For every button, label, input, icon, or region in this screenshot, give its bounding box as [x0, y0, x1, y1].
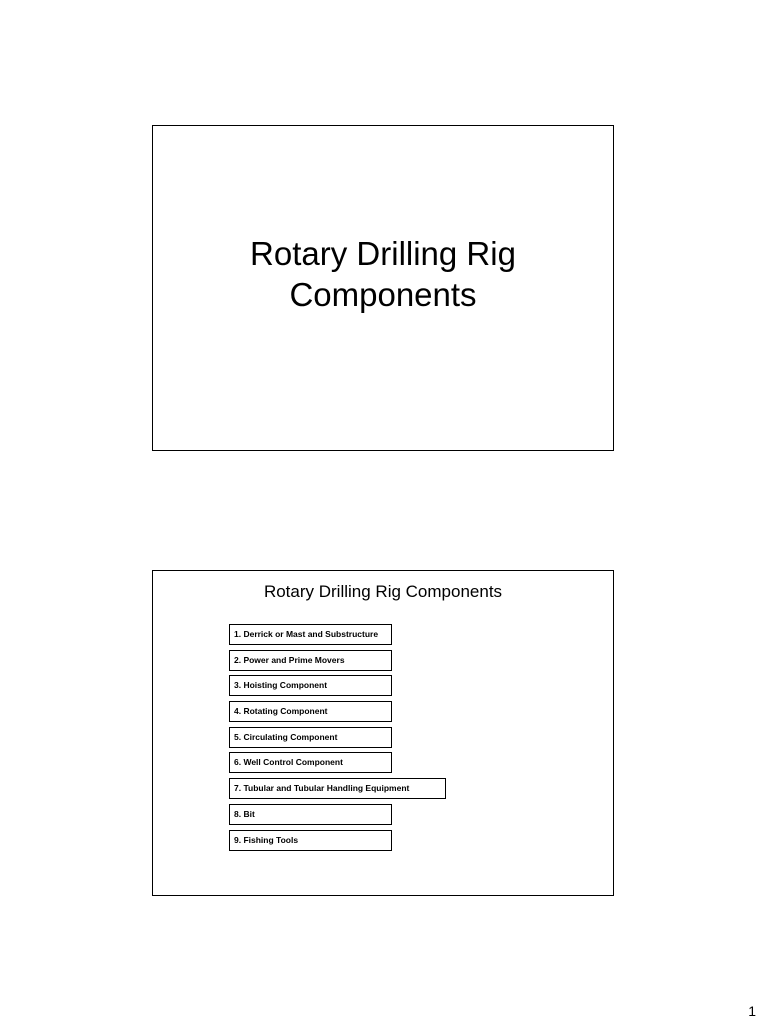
title-slide-heading	[153, 233, 613, 315]
component-item-tubular: 7. Tubular and Tubular Handling Equipment	[229, 778, 446, 799]
components-slide-heading: Rotary Drilling Rig Components	[263, 582, 503, 601]
components-slide	[152, 570, 614, 896]
component-list	[229, 624, 446, 855]
component-item-circulating: 5. Circulating Component	[229, 727, 392, 748]
title-line-1: Rotary Drilling Rig	[250, 235, 516, 272]
component-item-hoisting: 3. Hoisting Component	[229, 675, 392, 696]
component-item-power: 2. Power and Prime Movers	[229, 650, 392, 671]
component-item-well-control: 6. Well Control Component	[229, 752, 392, 773]
component-item-fishing-tools: 9. Fishing Tools	[229, 830, 392, 851]
page-number: 1	[748, 1003, 756, 1019]
component-item-derrick: 1. Derrick or Mast and Substructure	[229, 624, 392, 645]
title-slide	[152, 125, 614, 451]
component-item-rotating: 4. Rotating Component	[229, 701, 392, 722]
component-item-bit: 8. Bit	[229, 804, 392, 825]
title-line-2: Components	[289, 276, 477, 313]
